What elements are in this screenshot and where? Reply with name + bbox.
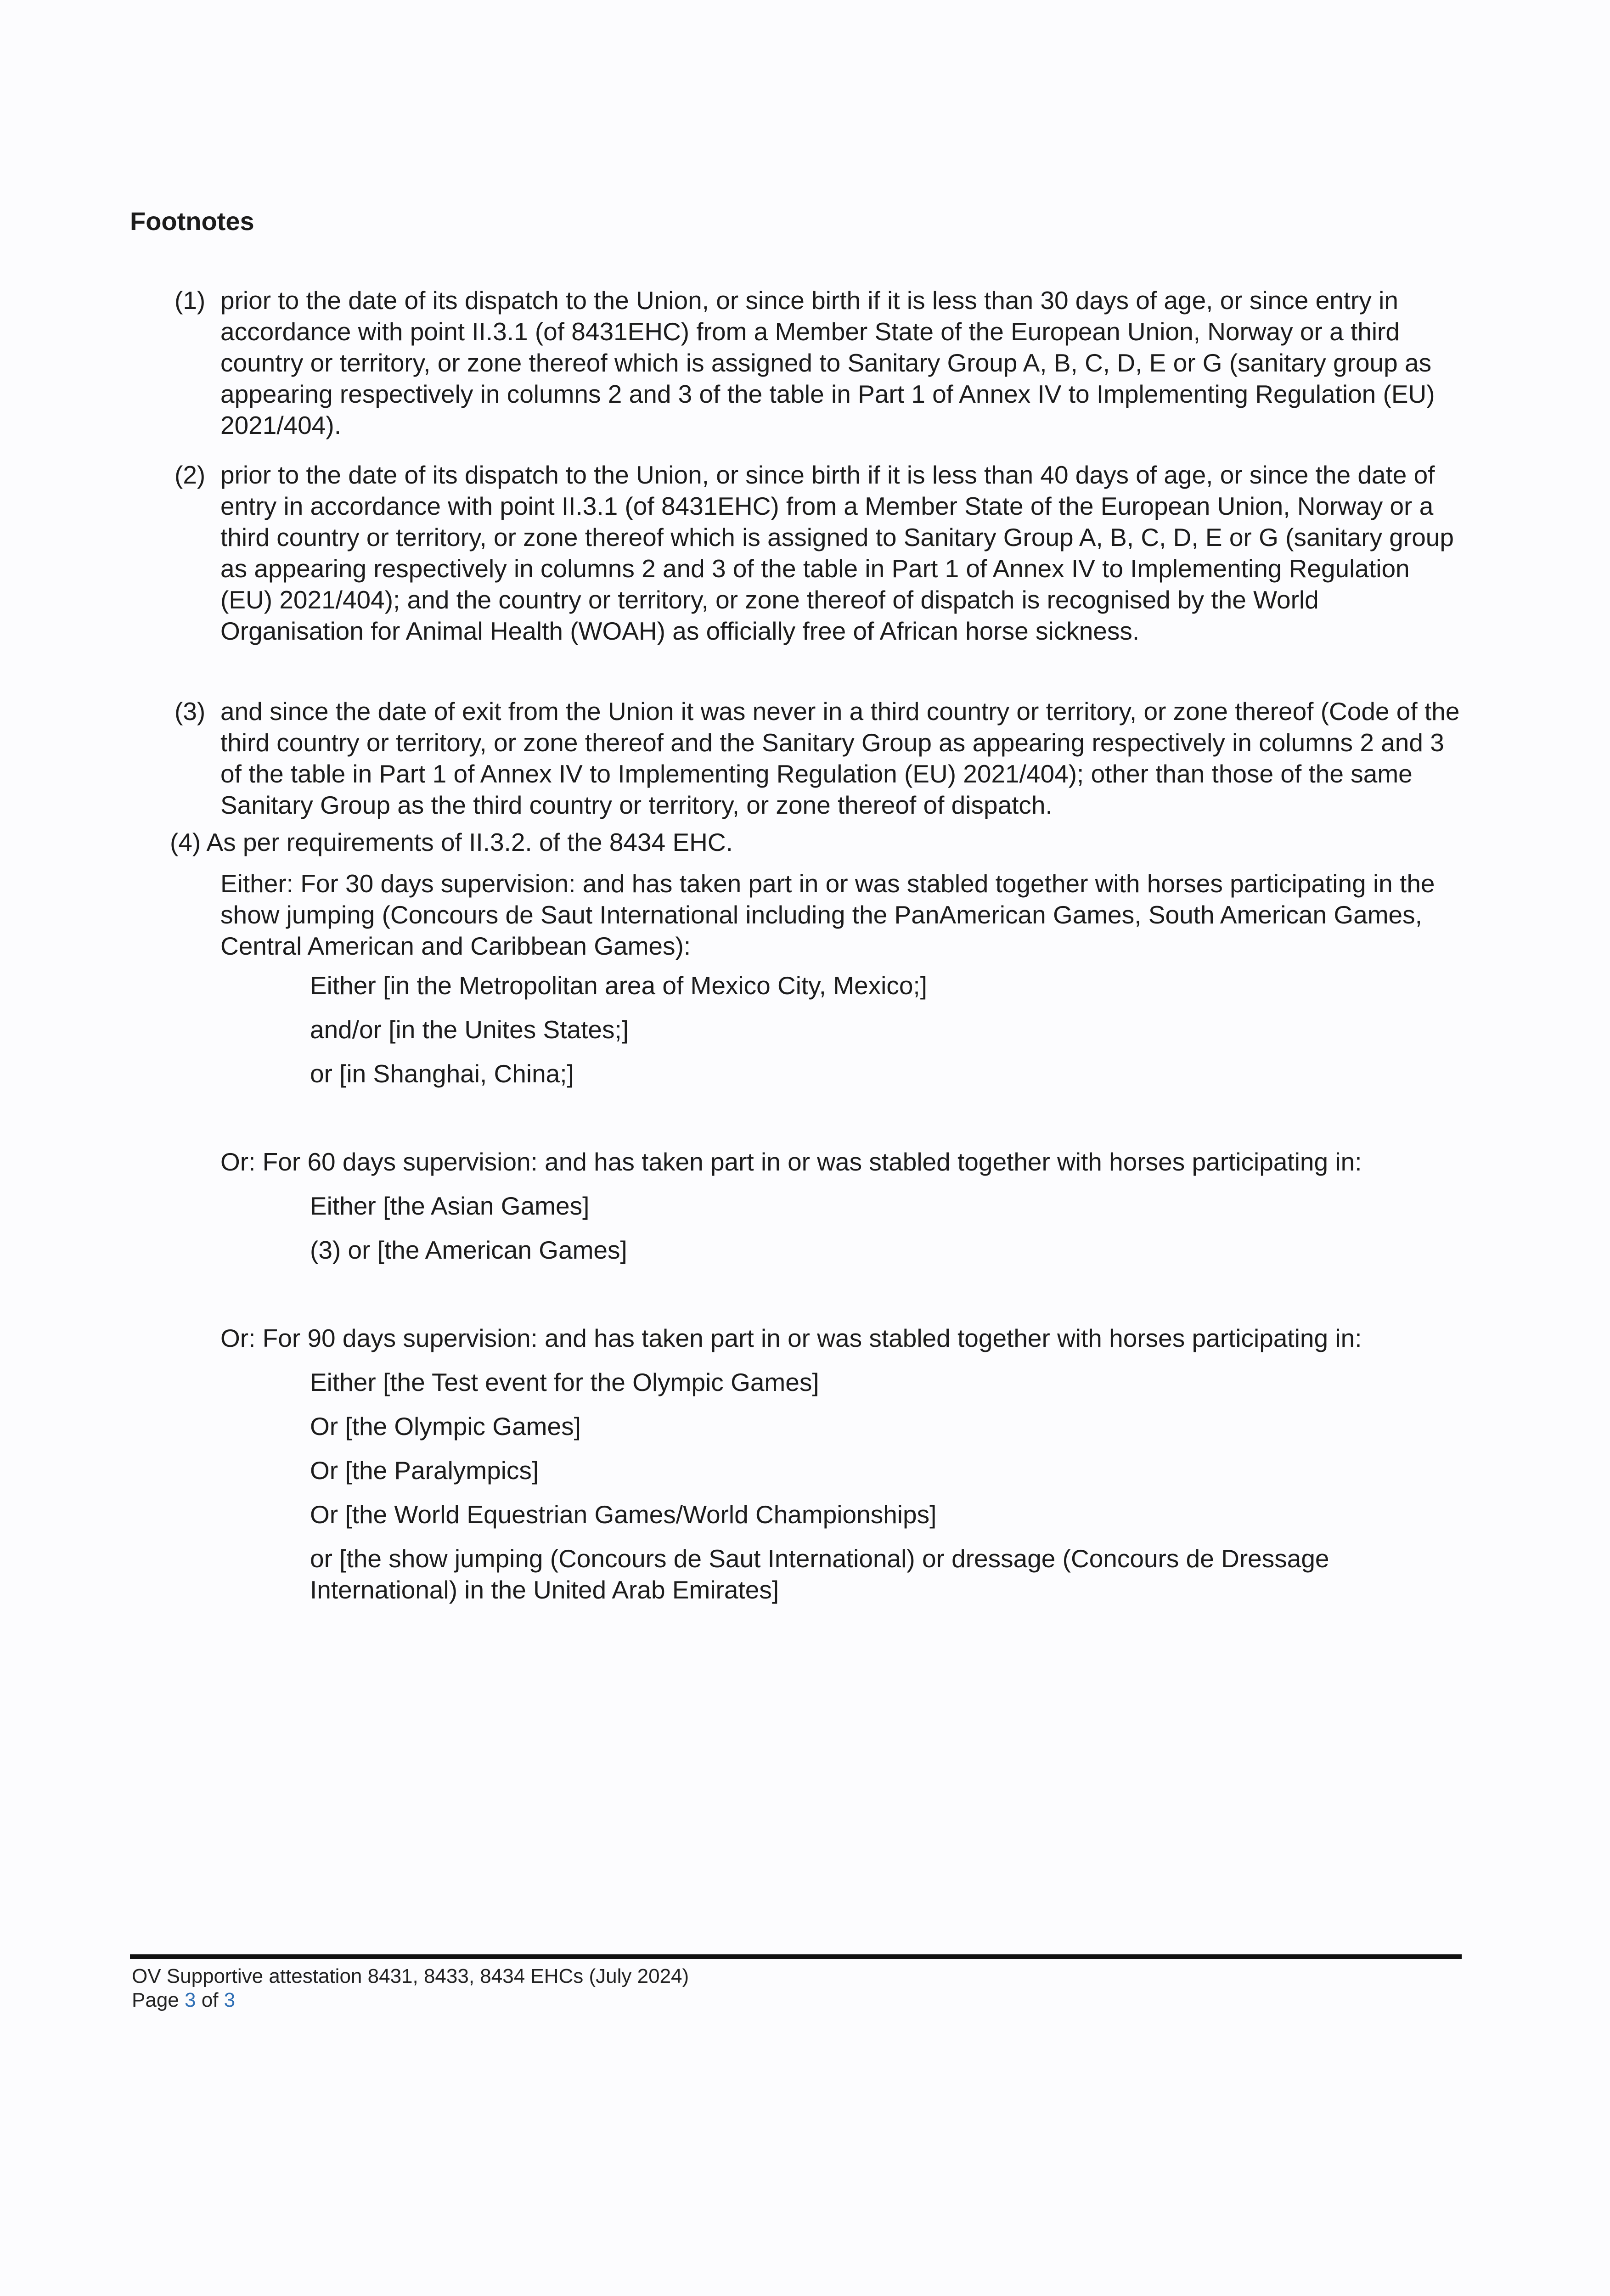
page-indicator [132,1988,689,2012]
footer-document-title: OV Supportive attestation 8431, 8433, 8434 EHCs (July 2024) [132,1965,689,1987]
footnote-text: prior to the date of its dispatch to the Union, or since birth if it is less than 30 days of age, or since entry in accordance with point II.3.1 (of 8431EHC) from a Member State of the European Union, Norway or a third country or territory, or zone thereof which is assigned to Sanitary Group A, B, C, D, E or G (sanitary group as appearing respectively in columns 2 and 3 of the table in Part 1 of Annex IV to Implementing Regulation (EU) 2021/404). [220,286,1435,439]
list-item: or [the show jumping (Concours de Saut International) or dressage (Concours de Dressage International) in the United Arab Emirates] [310,1544,1329,1604]
list-item: Either [in the Metropolitan area of Mexico City, Mexico;] [310,971,927,1000]
page-footer [132,1964,689,2012]
footnote-3 [175,696,1460,821]
footnote-text: and since the date of exit from the Union it was never in a third country or territory, or zone thereof (Code of the third country or territory, or zone thereof and the Sanitary Group as appearing respectively in columns 2 and 3 of the table in Part 1 of Annex IV to Implementing Regulation (EU) 2021/404); other than those of the same Sanitary Group as the third country or territory, or zone thereof of dispatch. [220,697,1460,819]
or-90-days: Or: For 90 days supervision: and has taken part in or was stabled together with horses participating in: [220,1324,1362,1352]
page-of-label: of [201,1989,219,2011]
or-60-days: Or: For 60 days supervision: and has taken part in or was stabled together with horses participating in: [220,1148,1362,1176]
footer-divider [130,1954,1462,1959]
footnote-number: (3) [175,697,206,726]
list-item: and/or [in the Unites States;] [310,1015,629,1044]
list-item: Or [the Olympic Games] [310,1412,581,1441]
footnote-1 [175,285,1460,441]
list-item: (3) or [the American Games] [310,1236,627,1264]
list-item: or [in Shanghai, China;] [310,1059,574,1088]
total-pages-number: 3 [224,1989,236,2011]
current-page-number: 3 [185,1989,196,2011]
footnote-4-heading: (4) As per requirements of II.3.2. of the 8434 EHC. [170,828,733,856]
footnote-text: prior to the date of its dispatch to the Union, or since birth if it is less than 40 days of age, or since the date of entry in accordance with point II.3.1 (of 8431EHC) from a Member State of the European Union, Norway or a third country or territory, or zone thereof which is assigned to Sanitary Group A, B, C, D, E or G (sanitary group as appearing respectively in columns 2 and 3 of the table in Part 1 of Annex IV to Implementing Regulation (EU) 2021/404); and the country or territory, or zone thereof of dispatch is recognised by the World Organisation for Animal Health (WOAH) as officially free of African horse sickness. [220,461,1454,645]
footnote-2 [175,459,1460,647]
footnote-number: (2) [175,461,206,489]
list-item: Either [the Asian Games] [310,1192,590,1220]
page-label: Page [132,1989,179,2011]
list-item: Or [the World Equestrian Games/World Championships] [310,1500,937,1529]
list-item: Or [the Paralympics] [310,1456,539,1485]
list-item: Either [the Test event for the Olympic Games] [310,1368,819,1396]
either-30-days: Either: For 30 days supervision: and has taken part in or was stabled together with horses participating in the show jumping (Concours de Saut International including the PanAmerican Games, South American Games, Central American and Caribbean Games): [220,869,1435,960]
page-title: Footnotes [130,207,254,236]
footnote-number: (1) [175,286,206,315]
